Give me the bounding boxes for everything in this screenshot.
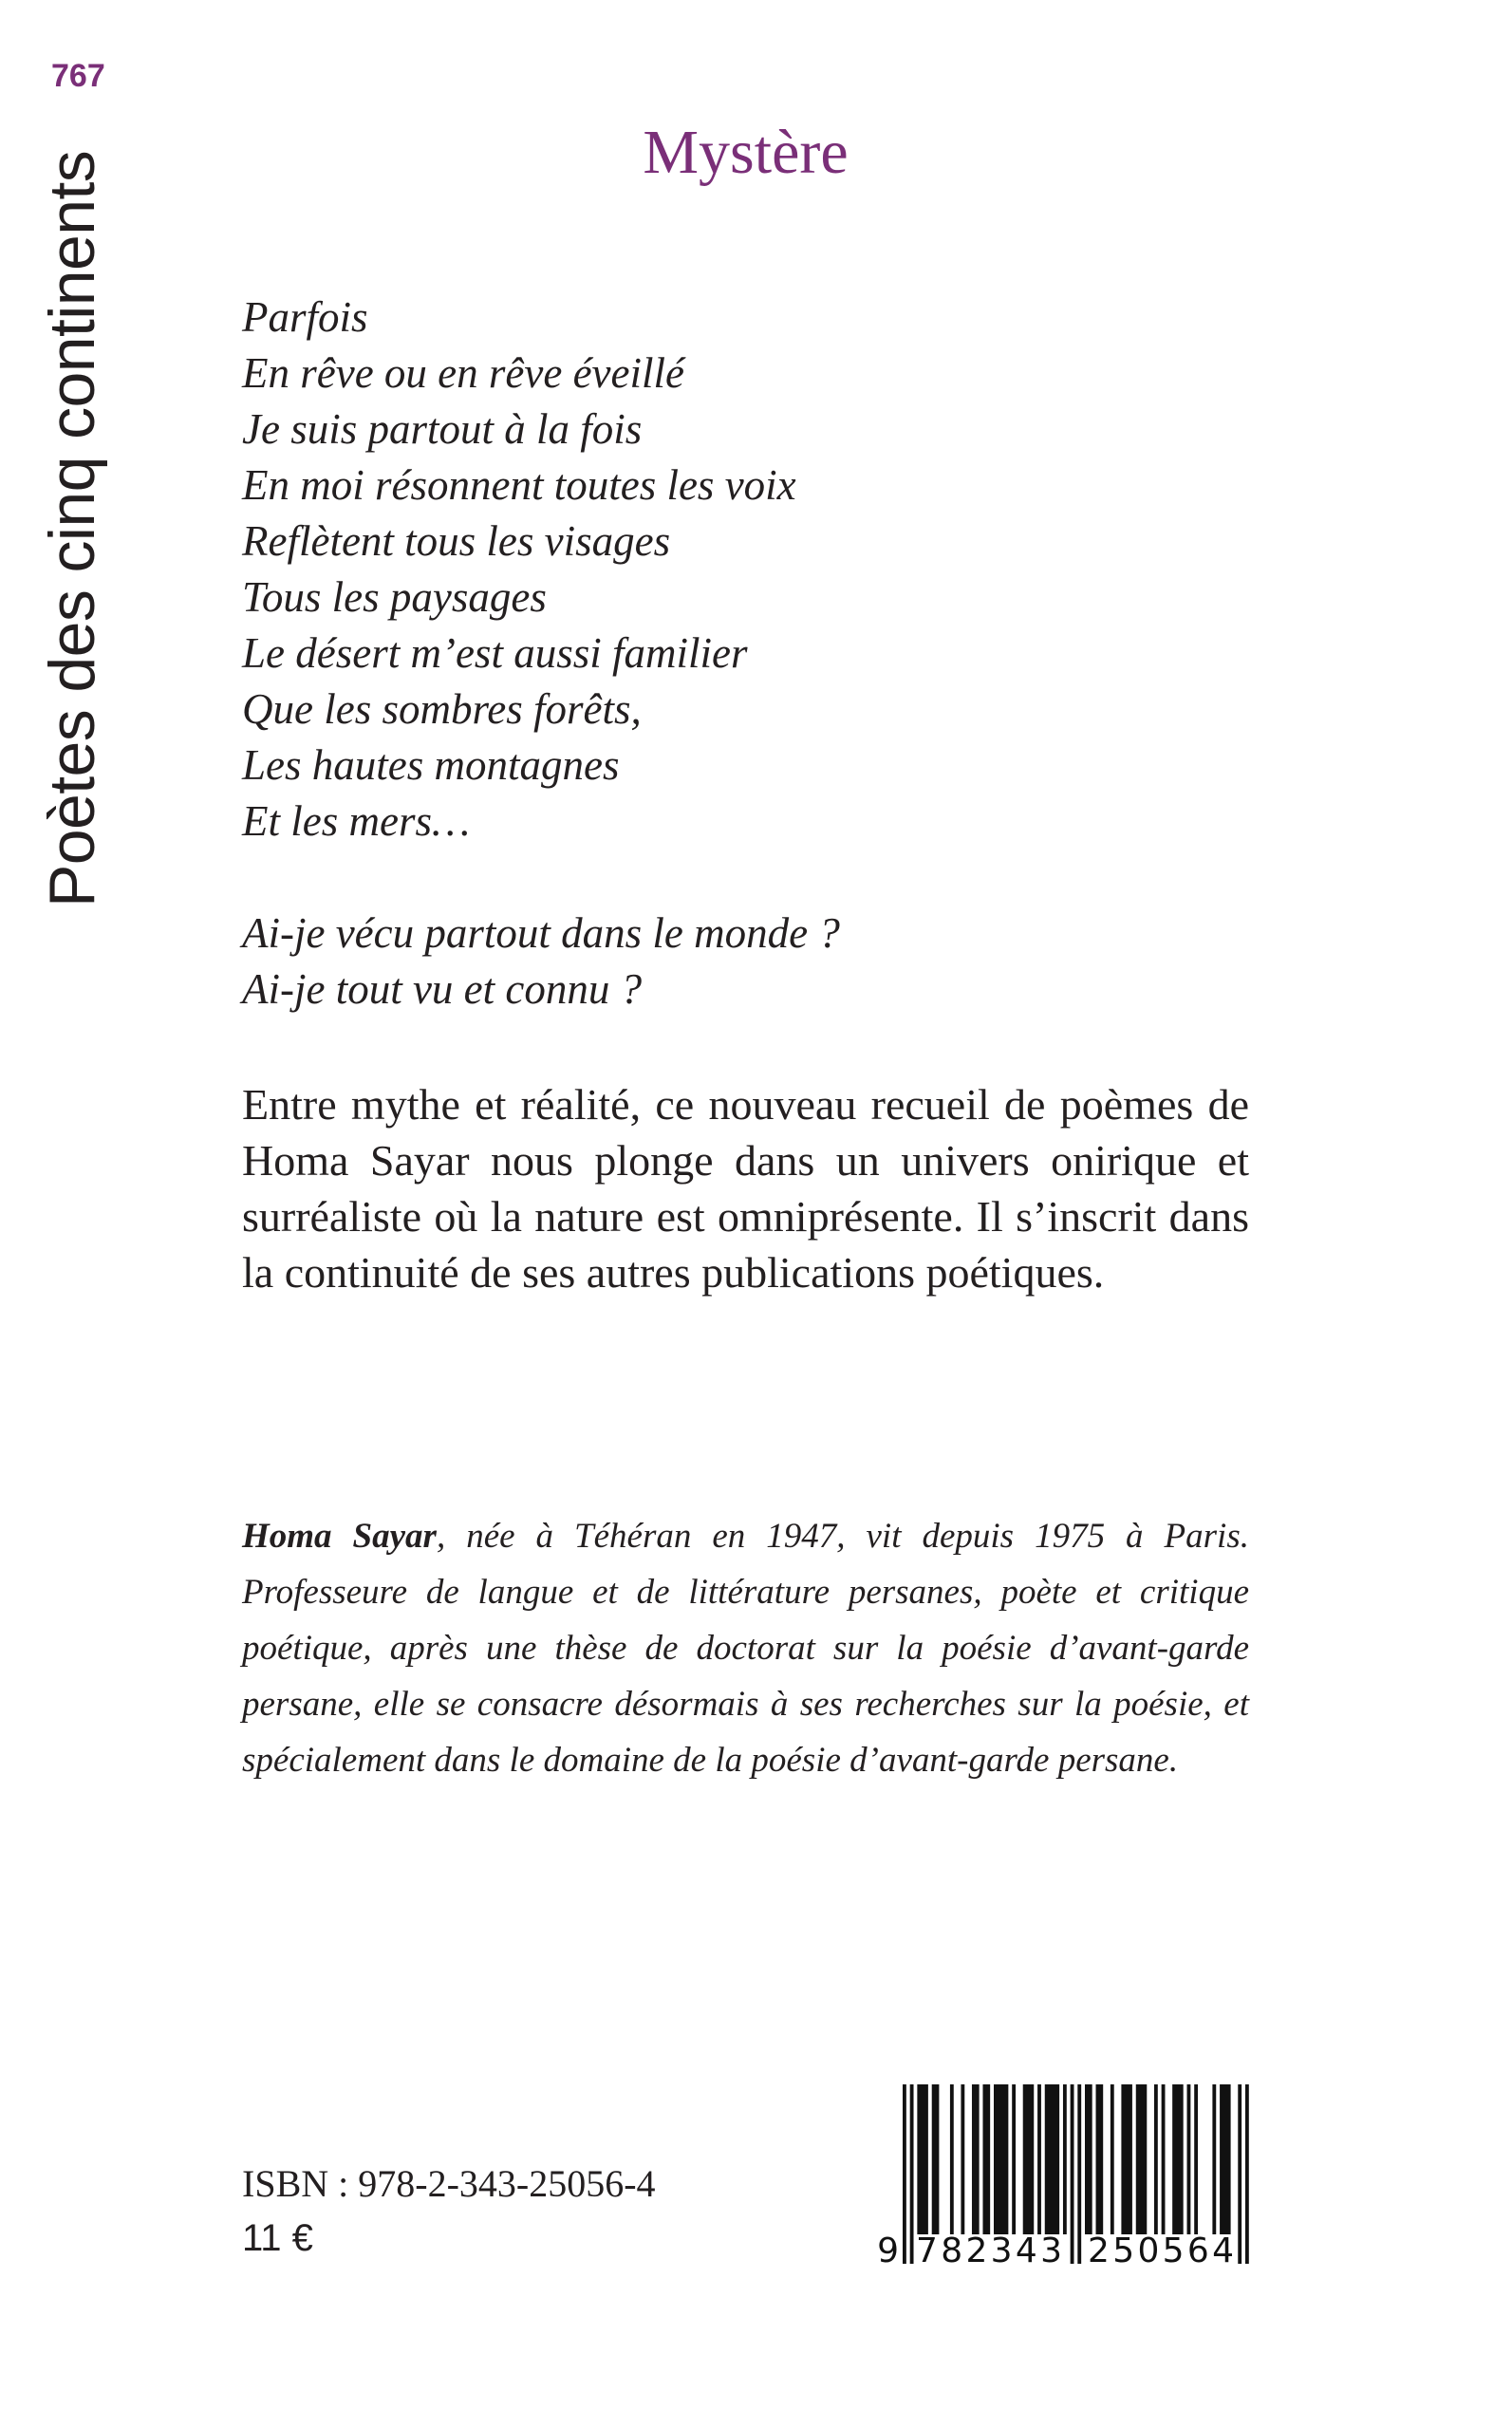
poem-line: Reflètent tous les visages [242,517,671,565]
barcode-bar [1136,2084,1148,2234]
barcode-bar [1172,2084,1184,2234]
book-title: Mystère [643,118,849,187]
poem-line: Je suis partout à la fois [242,405,643,453]
barcode [854,2069,1272,2278]
barcode-left-digits: 782343 [916,2232,1062,2270]
bio-line: poétique, après une thèse de doctorat sur la poésie d’avant-garde [242,1629,1249,1668]
poem-excerpt [242,289,840,1018]
bio-line-text: , née à Téhéran en 1947, vit depuis 1975 à Paris. [436,1517,1249,1556]
barcode-bar [1154,2084,1158,2234]
barcode-bar [1023,2084,1035,2234]
isbn: ISBN : 978-2-343-25056-4 [242,2162,656,2205]
poem-line: Le désert m’est aussi familier [242,629,748,677]
barcode-bar [1162,2084,1166,2234]
poem-stanza [242,906,840,1018]
barcode-bar [1085,2084,1092,2234]
barcode-first-digit: 9 [877,2232,899,2270]
barcode-bar [982,2084,990,2234]
poem-line: Les hautes montagnes [242,741,620,789]
barcode-bar [994,2084,1008,2234]
barcode-guard-bar [1071,2084,1074,2264]
bio-line [242,1508,1249,1564]
poem-stanza [242,289,840,850]
barcode-bar [1220,2084,1231,2234]
poem-line: En moi résonnent toutes les voix [242,461,796,509]
barcode-right-digits: 250564 [1088,2232,1234,2270]
bio-line: Professeure de langue et de littérature persanes, poète et critique [242,1573,1249,1612]
price: 11 € [242,2217,313,2259]
barcode-guard-bar [910,2084,914,2264]
barcode-guard-bar [1245,2084,1249,2264]
barcode-bar [932,2084,940,2234]
bio-line: spécialement dans le domaine de la poésie d’avant-garde persane. [242,1741,1179,1780]
series-number: 767 [51,58,105,94]
poem-line: Tous les paysages [242,573,547,621]
barcode-guard-bar [1238,2084,1241,2264]
barcode-bar [1037,2084,1041,2234]
poem-line: Ai-je tout vu et connu ? [242,965,643,1013]
poem-line: Ai-je vécu partout dans le monde ? [242,909,840,957]
barcode-bar [972,2084,980,2234]
book-description [242,1076,1249,1300]
barcode-bar [1194,2084,1198,2234]
barcode-bar [1096,2084,1104,2234]
barcode-bar [961,2084,964,2234]
poem-line: Parfois [242,293,368,341]
description-line: surréaliste où la nature est omniprésente. Il s’inscrit dans [242,1192,1249,1241]
barcode-bar [917,2084,928,2234]
barcode-bar [1121,2084,1132,2234]
poem-line: Et les mers… [242,797,470,845]
bio-line: persane, elle se consacre désormais à ses recherches sur la poésie, et [242,1685,1249,1724]
barcode-bar [1111,2084,1114,2234]
barcode-bar [950,2084,954,2234]
barcode-guard-bar [903,2084,906,2264]
collection-title: Poètes des cinq continents [36,150,108,907]
barcode-guard-bar [1077,2084,1081,2264]
barcode-bar [1212,2084,1216,2234]
description-line: la continuité de ses autres publications poétiques. [242,1248,1105,1297]
author-name: Homa Sayar [242,1517,437,1556]
barcode-bar [1045,2084,1059,2234]
poem-line: Que les sombres forêts, [242,685,642,733]
barcode-bar [1063,2084,1067,2234]
description-line: Homa Sayar nous plonge dans un univers onirique et [242,1136,1249,1185]
barcode-bar [1187,2084,1191,2234]
barcode-bar [1012,2084,1016,2234]
poem-line: En rêve ou en rêve éveillé [242,349,684,397]
description-line: Entre mythe et réalité, ce nouveau recueil de poèmes de [242,1080,1249,1129]
author-bio [242,1508,1249,1788]
